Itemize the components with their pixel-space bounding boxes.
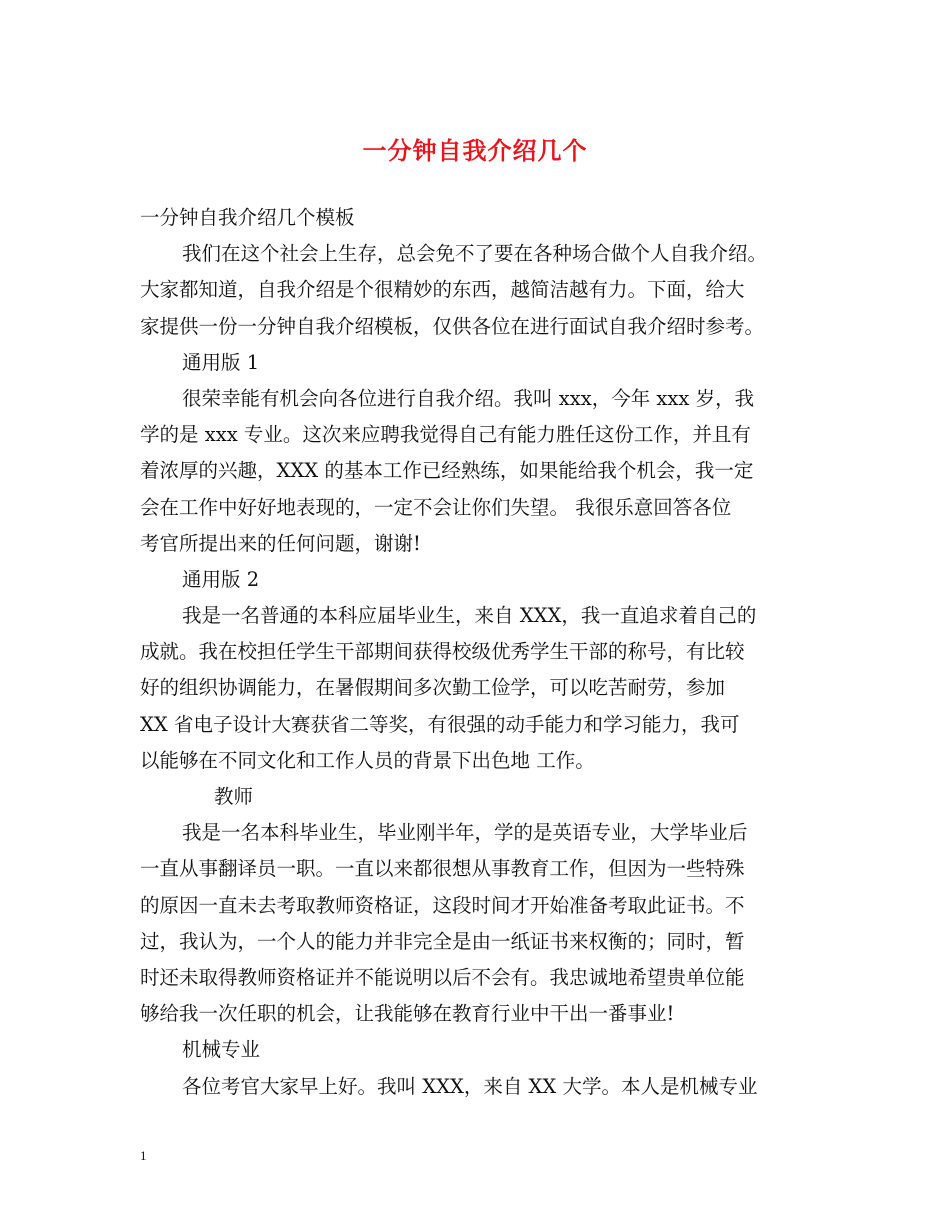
text-line: 机械专业 bbox=[182, 1038, 261, 1062]
text-line: 时还未取得教师资格证并不能说明以后不会有。我忠诚地希望贵单位能 bbox=[140, 965, 745, 989]
text-line: 很荣幸能有机会向各位进行自我介绍。我叫 xxx，今年 xxx 岁，我 bbox=[182, 386, 755, 410]
page-number: 1 bbox=[140, 1148, 147, 1163]
text-line: 成就。我在校担任学生干部期间获得校级优秀学生干部的称号，有比较 bbox=[140, 640, 745, 664]
text-line: 通用版 1 bbox=[182, 350, 260, 374]
text-line: 会在工作中好好地表现的，一定不会让你们失望。 我很乐意回答各位 bbox=[140, 495, 732, 519]
text-line: 一直从事翻译员一职。一直以来都很想从事教育工作，但因为一些特殊 bbox=[140, 857, 745, 881]
text-line: 我是一名本科毕业生，毕业刚半年，学的是英语专业，大学毕业后 bbox=[182, 821, 748, 845]
text-line: 好的组织协调能力，在暑假期间多次勤工俭学，可以吃苦耐劳，参加 bbox=[140, 676, 726, 700]
text-line: 我是一名普通的本科应届毕业生，来自 XXX，我一直追求着自己的 bbox=[182, 604, 757, 628]
document-title: 一分钟自我介绍几个 bbox=[362, 136, 588, 165]
text-line: 教师 bbox=[214, 785, 254, 808]
text-line: 够给我一次任职的机会，让我能够在教育行业中干出一番事业! bbox=[140, 1002, 675, 1026]
text-line: 过，我认为，一个人的能力并非完全是由一纸证书来权衡的；同时，暂 bbox=[140, 929, 745, 953]
text-line: 通用版 2 bbox=[182, 567, 260, 591]
text-line: 各位考官大家早上好。我叫 XXX，来自 XX 大学。本人是机械专业 bbox=[182, 1074, 758, 1098]
text-line: 我们在这个社会上生存，总会免不了要在各种场合做个人自我介绍。 bbox=[182, 242, 768, 266]
text-line: 一分钟自我介绍几个模板 bbox=[140, 206, 355, 229]
text-line: 的原因一直未去考取教师资格证，这段时间才开始准备考取此证书。不 bbox=[140, 893, 745, 917]
text-line: 学的是 xxx 专业。这次来应聘我觉得自己有能力胜任这份工作，并且有 bbox=[140, 423, 751, 447]
text-line: 着浓厚的兴趣，XXX 的基本工作已经熟练，如果能给我个机会，我一定 bbox=[140, 459, 754, 483]
text-line: 大家都知道，自我介绍是个很精妙的东西，越简洁越有力。下面，给大 bbox=[140, 278, 745, 302]
text-line: 以能够在不同文化和工作人员的背景下出色地 工作。 bbox=[140, 748, 595, 772]
text-line: XX 省电子设计大赛获省二等奖，有很强的动手能力和学习能力，我可 bbox=[140, 712, 740, 736]
text-line: 考官所提出来的任何问题，谢谢! bbox=[140, 531, 421, 555]
text-line: 家提供一份一分钟自我介绍模板，仅供各位在进行面试自我介绍时参考。 bbox=[140, 314, 765, 338]
document-body bbox=[140, 200, 830, 1105]
